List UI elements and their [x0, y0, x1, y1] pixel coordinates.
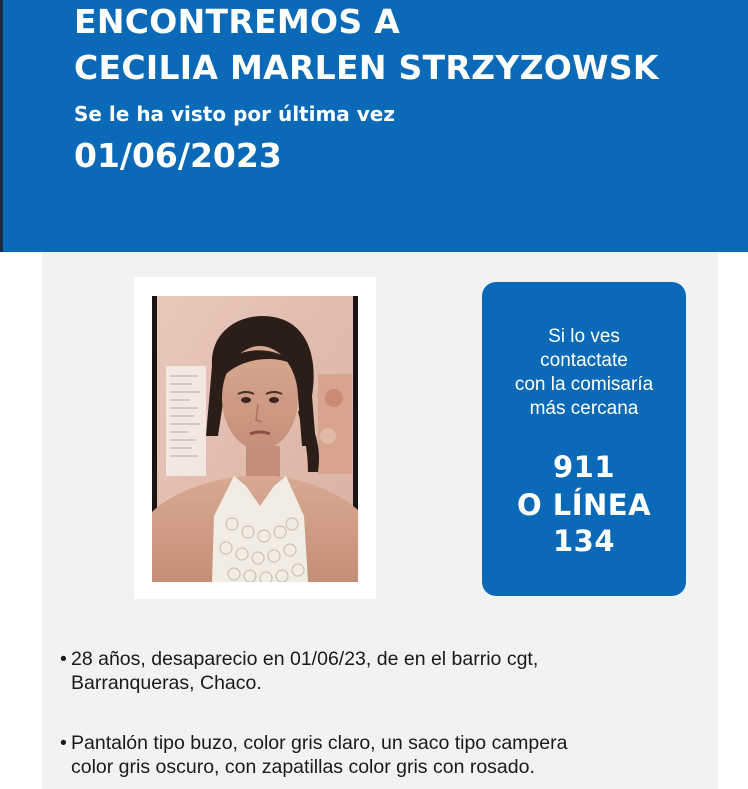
contact-card [482, 282, 686, 596]
detail-line: Pantalón tipo buzo, color gris claro, un saco tipo campera [71, 732, 568, 754]
contact-line-1: Si lo ves [548, 326, 620, 347]
detail-item-clothing [60, 731, 660, 779]
header-edge [0, 0, 3, 252]
detail-item-age-location [60, 647, 660, 695]
title-line-2: CECILIA MARLEN STRZYZOWSK [74, 48, 659, 87]
contact-line-2: contactate [540, 350, 628, 371]
person-photo-illustration [152, 296, 358, 582]
last-seen-label: Se le ha visto por última vez [74, 102, 396, 126]
alternate-line-number: 134 [552, 524, 616, 558]
last-seen-date: 01/06/2023 [74, 136, 282, 175]
bullet-icon: • [60, 648, 67, 670]
person-photo [152, 296, 358, 582]
contact-line-4: más cercana [529, 398, 639, 419]
detail-line: color gris oscuro, con zapatillas color gris con rosado. [71, 756, 535, 778]
header-banner [0, 0, 748, 252]
alternate-line-label: O LÍNEA [516, 488, 652, 522]
detail-text [71, 647, 538, 695]
detail-text [71, 731, 567, 779]
title-line-1: ENCONTREMOS A [74, 2, 401, 41]
contact-line-3: con la comisaría [514, 374, 654, 395]
bullet-icon: • [60, 732, 67, 754]
detail-line: 28 años, desaparecio en 01/06/23, de en el barrio cgt, [71, 648, 539, 670]
emergency-number: 911 [552, 450, 616, 484]
detail-line: Barranqueras, Chaco. [71, 672, 262, 694]
